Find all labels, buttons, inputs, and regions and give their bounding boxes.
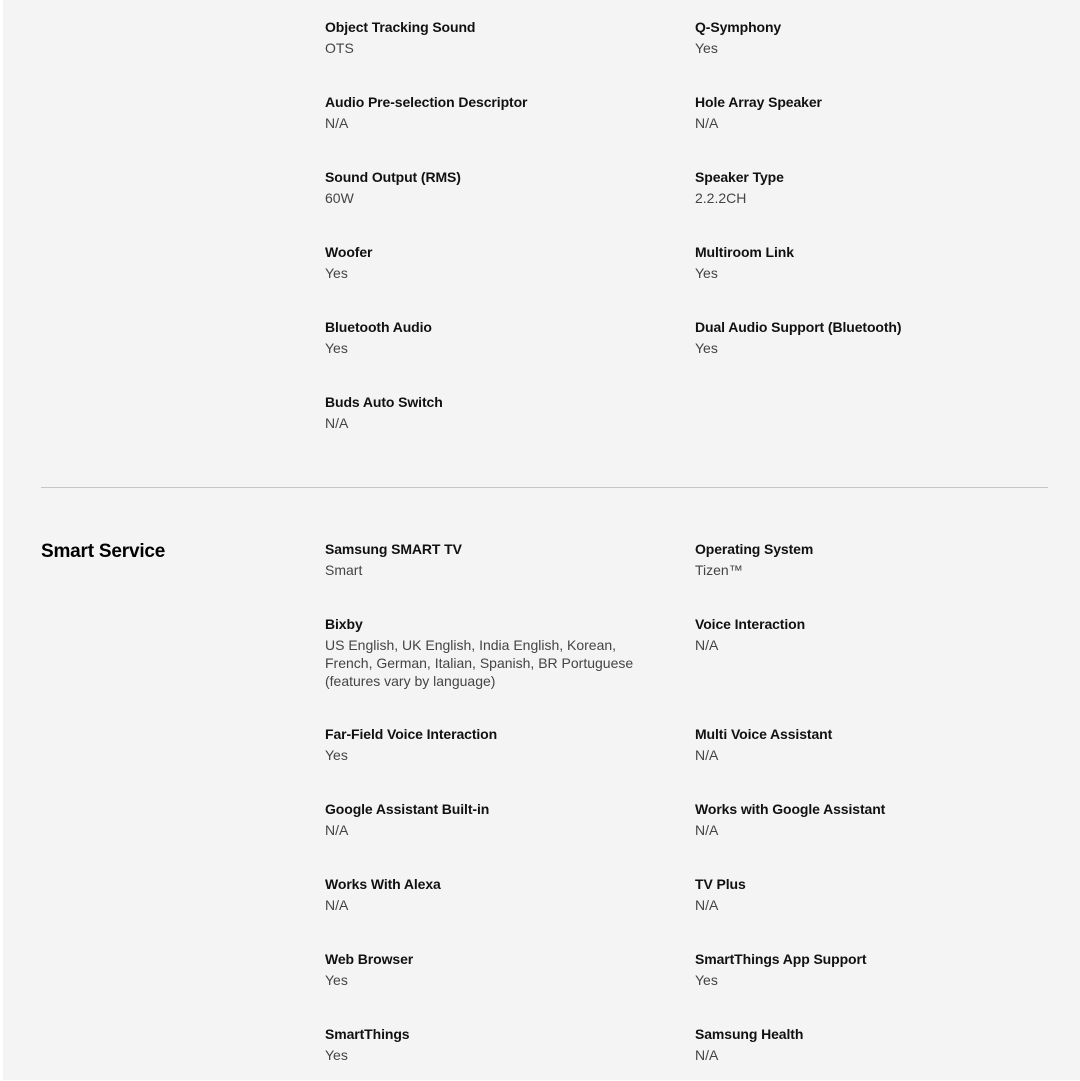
spec-label: Audio Pre-selection Descriptor: [325, 94, 528, 110]
spec-item: [695, 706, 1025, 781]
spec-label: Bixby: [325, 616, 363, 632]
spec-label: Dual Audio Support (Bluetooth): [695, 319, 902, 335]
spec-item: [325, 299, 695, 374]
section-divider: [41, 487, 1048, 488]
spec-item: [695, 0, 1025, 74]
spec-value: US English, UK English, India English, Korean, French, German, Italian, Spanish, BR Portuguese (features vary by language): [325, 637, 634, 689]
spec-label: Buds Auto Switch: [325, 394, 443, 410]
spec-value: N/A: [325, 897, 349, 913]
spec-label: Bluetooth Audio: [325, 319, 432, 335]
spec-label: Woofer: [325, 244, 373, 260]
spec-value: Tizen™: [695, 562, 743, 578]
spec-value: Smart: [325, 562, 363, 578]
section-title-smart-service: Smart Service: [41, 541, 166, 562]
spec-label: Samsung Health: [695, 1026, 804, 1042]
spec-value: N/A: [695, 897, 719, 913]
spec-label: Multi Voice Assistant: [695, 726, 833, 742]
spec-item: [695, 1006, 1025, 1081]
spec-item: [695, 596, 1025, 706]
spec-label: Web Browser: [325, 951, 414, 967]
spec-label: Google Assistant Built-in: [325, 801, 490, 817]
spec-item: [695, 224, 1025, 299]
spec-label: Voice Interaction: [695, 616, 806, 632]
spec-label: Multiroom Link: [695, 244, 794, 260]
spec-label: SmartThings: [325, 1026, 410, 1042]
spec-value: Yes: [325, 972, 348, 988]
spec-value: Yes: [325, 1047, 348, 1063]
spec-label: Sound Output (RMS): [325, 169, 461, 185]
spec-item: [695, 149, 1025, 224]
spec-value: N/A: [695, 637, 719, 653]
spec-item: [325, 149, 695, 224]
spec-label: Far-Field Voice Interaction: [325, 726, 498, 742]
spec-item: [325, 596, 695, 706]
spec-value: OTS: [325, 40, 354, 56]
spec-value: Yes: [695, 972, 718, 988]
spec-label: Operating System: [695, 541, 814, 557]
spec-label: TV Plus: [695, 876, 746, 892]
spec-item: [325, 74, 695, 149]
spec-value: N/A: [695, 822, 719, 838]
spec-label: Q-Symphony: [695, 19, 782, 35]
spec-item: [325, 931, 695, 1006]
spec-item: [325, 706, 695, 781]
spec-label: Object Tracking Sound: [325, 19, 476, 35]
spec-value: N/A: [325, 415, 349, 431]
smart-service-specs-grid: [325, 521, 1025, 1081]
spec-value: Yes: [325, 747, 348, 763]
spec-value: N/A: [695, 747, 719, 763]
spec-label: Samsung SMART TV: [325, 541, 462, 557]
spec-label: SmartThings App Support: [695, 951, 867, 967]
specs-panel: [3, 0, 1080, 1080]
spec-item: [695, 299, 1025, 374]
spec-value: N/A: [695, 115, 719, 131]
spec-item: [325, 1006, 695, 1081]
spec-item: [325, 781, 695, 856]
spec-label: Hole Array Speaker: [695, 94, 822, 110]
spec-value: N/A: [325, 822, 349, 838]
spec-value: 60W: [325, 190, 354, 206]
spec-value: 2.2.2CH: [695, 190, 747, 206]
spec-value: N/A: [325, 115, 349, 131]
spec-item: [695, 781, 1025, 856]
spec-item: [325, 374, 695, 449]
spec-item: [325, 856, 695, 931]
spec-item: [325, 0, 695, 74]
spec-value: Yes: [695, 265, 718, 281]
spec-value: Yes: [695, 40, 718, 56]
spec-label: Speaker Type: [695, 169, 784, 185]
spec-item: [325, 521, 695, 596]
spec-value: Yes: [325, 340, 348, 356]
spec-item: [695, 856, 1025, 931]
spec-item: [325, 224, 695, 299]
spec-value: N/A: [695, 1047, 719, 1063]
spec-item: [695, 74, 1025, 149]
spec-value: Yes: [325, 265, 348, 281]
spec-value: Yes: [695, 340, 718, 356]
spec-label: Works with Google Assistant: [695, 801, 886, 817]
spec-item: [695, 521, 1025, 596]
spec-item: [695, 931, 1025, 1006]
sound-specs-grid: [325, 0, 1025, 449]
spec-label: Works With Alexa: [325, 876, 441, 892]
